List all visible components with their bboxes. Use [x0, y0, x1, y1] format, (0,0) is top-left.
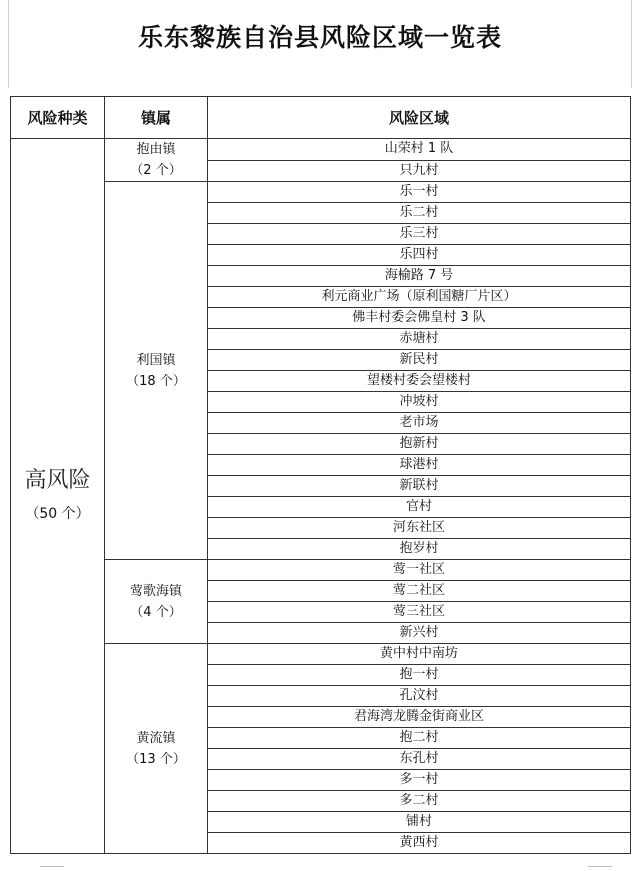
risk-area-cell: 莺一社区 [208, 560, 631, 581]
risk-area-table [10, 96, 631, 854]
risk-area-cell: 抱新村 [208, 434, 631, 455]
risk-area-cell: 乐四村 [208, 245, 631, 266]
town-name: 利国镇 [136, 352, 176, 368]
risk-area-cell: 新民村 [208, 350, 631, 371]
town-cell [105, 182, 208, 560]
risk-area-cell: 老市场 [208, 413, 631, 434]
town-count: （2 个） [130, 163, 182, 178]
table-body [11, 139, 631, 854]
town-name: 抱由镇 [136, 142, 176, 157]
risk-area-cell: 佛丰村委会佛皇村 3 队 [208, 308, 631, 329]
risk-area-cell: 乐二村 [208, 203, 631, 224]
risk-area-cell: 黄中村中南坊 [208, 644, 631, 665]
header-town: 镇属 [105, 97, 208, 139]
risk-area-cell: 抱二村 [208, 728, 631, 749]
risk-area-cell: 乐一村 [208, 182, 631, 203]
risk-area-cell: 只九村 [208, 160, 631, 182]
town-count: （4 个） [130, 604, 182, 620]
town-name: 黄流镇 [136, 730, 176, 746]
town-name: 莺歌海镇 [129, 583, 182, 599]
risk-area-cell: 冲坡村 [208, 392, 631, 413]
town-cell [105, 560, 208, 644]
town-count: （18 个） [126, 373, 186, 389]
header-area: 风险区域 [208, 97, 631, 139]
page-title: 乐东黎族自治县风险区域一览表 [137, 23, 502, 52]
risk-area-cell: 莺二社区 [208, 581, 631, 602]
table-row [11, 139, 631, 161]
risk-area-cell: 望楼村委会望楼村 [208, 371, 631, 392]
risk-area-cell: 乐三村 [208, 224, 631, 245]
risk-area-cell: 多一村 [208, 770, 631, 791]
risk-area-cell: 山荣村 1 队 [208, 139, 631, 161]
risk-area-cell: 赤塘村 [208, 329, 631, 350]
risk-area-cell: 抱岁村 [208, 539, 631, 560]
risk-area-cell: 君海湾龙腾金街商业区 [208, 707, 631, 728]
risk-level-count: （50 个） [25, 506, 90, 522]
risk-level-name: 高风险 [24, 468, 91, 493]
risk-area-cell: 河东社区 [208, 518, 631, 539]
page-mark-left [40, 866, 64, 867]
risk-area-cell: 抱一村 [208, 665, 631, 686]
risk-area-cell: 新兴村 [208, 623, 631, 644]
risk-area-cell: 黄西村 [208, 833, 631, 854]
risk-area-cell: 铺村 [208, 812, 631, 833]
risk-level-cell [11, 139, 105, 854]
risk-area-cell: 莺三社区 [208, 602, 631, 623]
risk-area-cell: 海榆路 7 号 [208, 266, 631, 287]
page-mark-right [588, 866, 612, 867]
risk-area-cell: 官村 [208, 497, 631, 518]
risk-area-cell: 球港村 [208, 455, 631, 476]
town-cell [105, 644, 208, 854]
risk-area-cell: 利元商业广场（原利国糖厂片区） [208, 287, 631, 308]
risk-area-cell: 新联村 [208, 476, 631, 497]
risk-area-cell: 孔汶村 [208, 686, 631, 707]
town-cell [105, 139, 208, 182]
risk-area-cell: 东孔村 [208, 749, 631, 770]
town-count: （13 个） [126, 751, 186, 767]
risk-area-cell: 多二村 [208, 791, 631, 812]
table-header-row [11, 97, 631, 139]
header-risk-type: 风险种类 [11, 97, 105, 139]
